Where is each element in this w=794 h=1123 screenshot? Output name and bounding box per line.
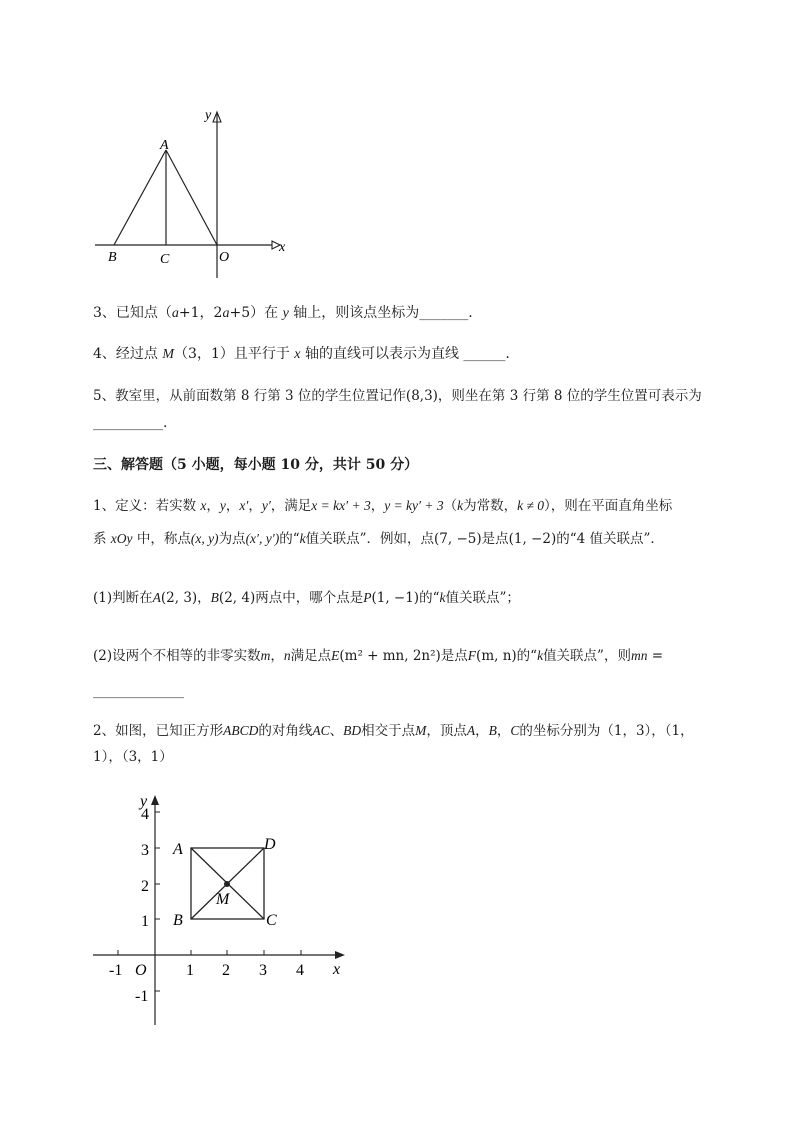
problem-1-part-2: (2)设两个不相等的非零实数m，n满足点E(m² + mn, 2n²)是点F(m, n)的“k值关联点”，则mn = bbox=[93, 648, 664, 664]
label-a: A bbox=[173, 841, 183, 858]
label-m: M bbox=[216, 891, 230, 908]
y-tick-label: 3 bbox=[141, 842, 149, 859]
x-tick-label: 1 bbox=[186, 962, 194, 979]
segment-ao bbox=[166, 150, 217, 245]
question-4: 4、经过点 M（3，1）且平行于 x 轴的直线可以表示为直线 ______. bbox=[93, 346, 510, 362]
x-axis-arrow bbox=[335, 951, 345, 959]
label-c: C bbox=[160, 252, 170, 267]
x-tick-label: 4 bbox=[296, 962, 304, 979]
x-tick-label: -1 bbox=[109, 962, 123, 979]
label-x: x bbox=[279, 240, 286, 255]
problem-1-answer-blank: _____________ bbox=[93, 683, 184, 699]
problem-2-line-1: 2、如图，已知正方形ABCD的对角线AC、BD相交于点M，顶点A，B，C的坐标分别为（1，3），（1， bbox=[93, 723, 694, 739]
label-b: B bbox=[108, 250, 117, 265]
y-tick-label: -1 bbox=[135, 988, 149, 1005]
problem-2-line-2: 1），（3，1） bbox=[93, 749, 173, 765]
y-tick-label: 4 bbox=[141, 806, 149, 823]
segment-ab bbox=[114, 150, 166, 245]
problem-1-line-1: 1、定义：若实数 x，y，x′，y′，满足x = kx′ + 3，y = ky′ + 3（k为常数，k ≠ 0），则在平面直角坐标 bbox=[93, 498, 673, 514]
label-c: C bbox=[266, 912, 277, 929]
label-a: A bbox=[160, 138, 169, 153]
origin-label: O bbox=[135, 962, 147, 979]
figure-triangle bbox=[90, 100, 300, 280]
problem-1-line-2: 系 xOy 中，称点(x, y)为点(x′, y′)的“k值关联点”．例如，点(7, −5)是点(1, −2)的“4 值关联点”． bbox=[93, 531, 664, 547]
label-x: x bbox=[333, 961, 341, 978]
label-o: O bbox=[219, 250, 230, 265]
y-tick-label: 2 bbox=[141, 878, 149, 895]
label-y: y bbox=[205, 108, 212, 123]
x-tick-label: 3 bbox=[259, 962, 267, 979]
point-m bbox=[224, 881, 230, 887]
figure-square bbox=[85, 785, 360, 1030]
question-3: 3、已知点（a+1，2a+5）在 y 轴上，则该点坐标为_______. bbox=[93, 305, 473, 321]
label-y: y bbox=[140, 793, 148, 810]
question-5-line-1: 5、教室里，从前面数第 8 行第 3 位的学生位置记作(8,3)，则坐在第 3 行第 8 位的学生位置可表示为 bbox=[93, 388, 702, 404]
section-3-heading: 三、解答题（5 小题，每小题 10 分，共计 50 分） bbox=[93, 457, 419, 473]
y-axis-arrow bbox=[151, 795, 159, 805]
label-d: D bbox=[264, 836, 276, 853]
problem-1-part-1: (1)判断在A(2, 3)，B(2, 4)两点中，哪个点是P(1, −1)的“k值关联点”； bbox=[93, 590, 520, 606]
y-tick-label: 1 bbox=[141, 913, 149, 930]
x-tick-label: 2 bbox=[222, 962, 230, 979]
label-b: B bbox=[173, 912, 183, 929]
question-5-line-2: __________. bbox=[93, 415, 168, 431]
